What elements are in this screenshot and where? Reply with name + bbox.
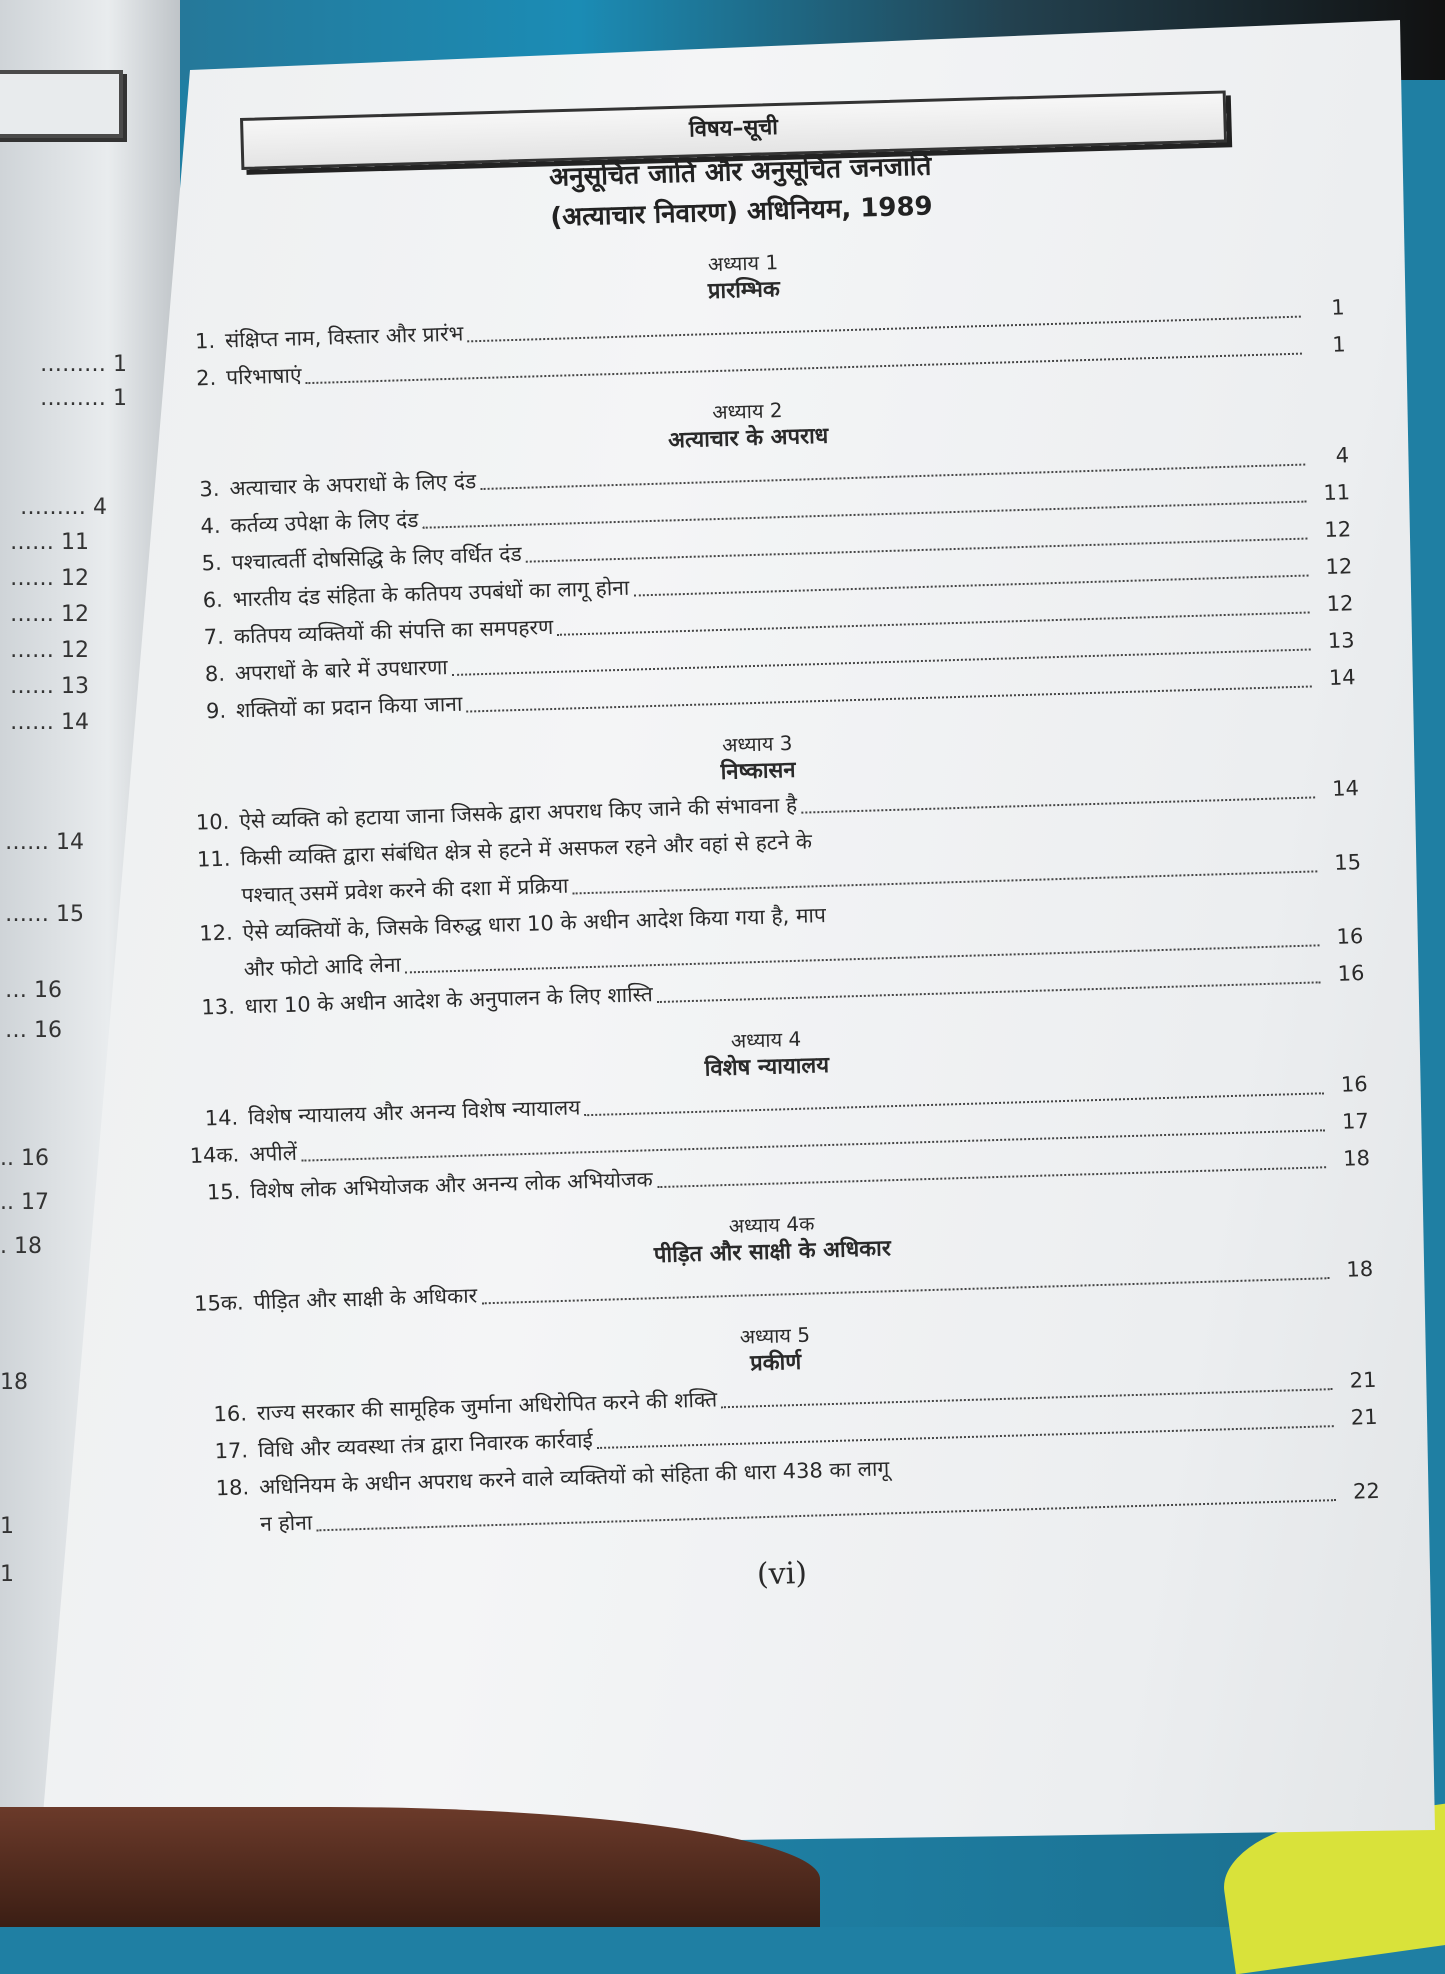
left-page-number: …… 11 bbox=[10, 530, 89, 555]
entry-page: 16 bbox=[1340, 1071, 1369, 1097]
entry-number: 13. bbox=[201, 994, 236, 1020]
entry-page: 12 bbox=[1326, 591, 1354, 616]
entry-number: 15. bbox=[206, 1179, 241, 1205]
entry-page: 1 bbox=[1331, 332, 1347, 357]
entry-page: 18 bbox=[1346, 1256, 1374, 1282]
entry-text: परिभाषाएं bbox=[225, 363, 302, 390]
entry-page: 12 bbox=[1324, 517, 1352, 543]
entry-text: विशेष न्यायालय और अनन्य विशेष न्यायालय bbox=[247, 1095, 581, 1130]
leader-dots bbox=[316, 1499, 1336, 1531]
entry-number: 10. bbox=[195, 809, 230, 835]
contents-title: विषय–सूची bbox=[688, 114, 779, 143]
table-of-contents bbox=[140, 134, 1382, 1609]
entry-text: शक्तियों का प्रदान किया जाना bbox=[235, 691, 463, 723]
entry-page: 13 bbox=[1327, 628, 1355, 653]
entry-text: और फोटो आदि लेना bbox=[243, 952, 402, 982]
entry-text: अपराधों के बारे में उपधारणा bbox=[234, 655, 449, 686]
left-page-number: 1 bbox=[0, 1562, 14, 1587]
entry-page: 15 bbox=[1333, 850, 1362, 875]
entry-number: 9. bbox=[205, 698, 227, 724]
entry-text: अधिनियम के अधीन अपराध करने वाले व्यक्तियों को संहिता की धारा 438 का लागू bbox=[258, 1456, 890, 1500]
entry-number: 1. bbox=[194, 328, 216, 354]
entry-text: कतिपय व्यक्तियों की संपत्ति का समपहरण bbox=[233, 614, 554, 649]
left-page-number: . 18 bbox=[0, 1234, 42, 1259]
entry-text: पश्चात्वर्ती दोषसिद्धि के लिए वर्धित दंड bbox=[231, 541, 522, 575]
chapter-label: अध्याय 4 bbox=[730, 1026, 802, 1053]
chapter-title: अत्याचार के अपराध bbox=[667, 423, 829, 454]
entry-page: 12 bbox=[1325, 554, 1353, 579]
entry-page: 14 bbox=[1328, 665, 1356, 690]
chapter-label: अध्याय 4क bbox=[728, 1211, 815, 1238]
entry-text: भारतीय दंड संहिता के कतिपय उपबंधों का लागू होना bbox=[232, 575, 630, 612]
entry-number: 5. bbox=[201, 550, 223, 576]
entry-text: विशेष लोक अभियोजक और अनन्य लोक अभियोजक bbox=[249, 1167, 654, 1204]
entry-text: पश्चात् उसमें प्रवेश करने की दशा में प्रक्रिया bbox=[241, 873, 569, 908]
entry-number: 7. bbox=[203, 624, 225, 650]
chapter-title: विशेष न्यायालय bbox=[704, 1052, 830, 1082]
left-page-number: …… 15 bbox=[5, 902, 84, 927]
entry-page: 21 bbox=[1350, 1404, 1378, 1430]
entry-page: 16 bbox=[1337, 961, 1365, 986]
chapter-title: प्रकीर्ण bbox=[749, 1349, 802, 1377]
entry-text: अपीलें bbox=[248, 1140, 298, 1167]
leader-dots bbox=[306, 353, 1302, 385]
entry-number: 6. bbox=[202, 587, 224, 613]
chapter-title: प्रारम्भिक bbox=[707, 277, 781, 305]
left-page-number: …… 14 bbox=[5, 830, 84, 855]
entry-number: 15क. bbox=[193, 1290, 244, 1316]
entry-page: 16 bbox=[1336, 924, 1364, 949]
chapter-label: अध्याय 3 bbox=[721, 730, 793, 757]
entry-text: न होना bbox=[259, 1510, 313, 1537]
entry-number: 11. bbox=[196, 846, 231, 872]
left-page-number: …… 12 bbox=[10, 638, 89, 663]
left-page-number: ……… 4 bbox=[20, 495, 107, 520]
entry-number: 17. bbox=[214, 1438, 249, 1464]
left-page-number: .. 16 bbox=[0, 1146, 49, 1171]
entry-text: कर्तव्य उपेक्षा के लिए दंड bbox=[230, 507, 419, 538]
left-page-number: … 16 bbox=[5, 1018, 62, 1043]
leader-dots bbox=[657, 981, 1321, 1003]
entry-number: 2. bbox=[195, 365, 217, 391]
entry-text: पीड़ित और साक्षी के अधिकार bbox=[253, 1283, 478, 1315]
page-number: (vi) bbox=[756, 1555, 808, 1593]
entry-text: संक्षिप्त नाम, विस्तार और प्रारंभ bbox=[224, 321, 464, 353]
left-page-number: …… 13 bbox=[10, 674, 89, 699]
left-page-number: 1 bbox=[0, 1514, 14, 1539]
chapter-label: अध्याय 5 bbox=[739, 1322, 811, 1349]
entry-page: 11 bbox=[1323, 480, 1351, 506]
chapter-title: निष्कासन bbox=[720, 757, 796, 786]
entry-text: धारा 10 के अधीन आदेश के अनुपालन के लिए शास्ति bbox=[244, 982, 654, 1019]
entry-number: 12. bbox=[198, 920, 234, 946]
entry-page: 22 bbox=[1352, 1478, 1381, 1504]
entry-number: 8. bbox=[204, 661, 226, 687]
left-page-number: ……… 1 bbox=[40, 352, 127, 377]
chapter-title: पीड़ित और साक्षी के अधिकार bbox=[653, 1236, 892, 1269]
entry-page: 17 bbox=[1341, 1108, 1370, 1134]
left-page-number: …… 12 bbox=[10, 566, 89, 591]
left-page-number: … 16 bbox=[5, 978, 62, 1003]
entry-page: 4 bbox=[1335, 443, 1350, 468]
left-page-number: …… 14 bbox=[10, 710, 89, 735]
entry-text: विधि और व्यवस्था तंत्र द्वारा निवारक कार्रवाई bbox=[257, 1428, 594, 1463]
entry-number: 18. bbox=[215, 1475, 250, 1501]
left-page-number: ……… 1 bbox=[40, 386, 127, 411]
entry-page: 1 bbox=[1330, 295, 1345, 320]
entry-number: 14. bbox=[204, 1105, 239, 1131]
leader-dots bbox=[467, 685, 1312, 712]
entry-page: 18 bbox=[1342, 1145, 1371, 1171]
left-page-number: .. 17 bbox=[0, 1190, 49, 1215]
left-page-number: …… 12 bbox=[10, 602, 89, 627]
entry-number: 14क. bbox=[189, 1142, 240, 1168]
entry-page: 14 bbox=[1331, 776, 1360, 801]
chapter-label: अध्याय 1 bbox=[707, 250, 779, 277]
left-page-header-band bbox=[0, 70, 123, 138]
entry-text: ऐसे व्यक्तियों के, जिसके विरुद्ध धारा 10 के अधीन आदेश किया गया है, माप bbox=[242, 902, 827, 945]
entry-text: ऐसे व्यक्ति को हटाया जाना जिसके द्वारा अपराध किए जाने की संभावना है bbox=[239, 792, 798, 834]
entry-text: किसी व्यक्ति द्वारा संबंधित क्षेत्र से हटने में असफल रहने और वहां से हटने के bbox=[240, 829, 813, 871]
act-title-line1: अनुसूचित जाति और अनुसूचित जनजाति bbox=[548, 151, 932, 193]
entry-page: 21 bbox=[1349, 1367, 1377, 1393]
leader-dots bbox=[481, 1277, 1329, 1304]
leader-dots bbox=[657, 1166, 1326, 1188]
act-title-line2: (अत्याचार निवारण) अधिनियम, 1989 bbox=[549, 191, 934, 233]
entry-text: राज्य सरकार की सामूहिक जुर्माना अधिरोपित करने की शक्ति bbox=[256, 1387, 718, 1426]
chapter-label: अध्याय 2 bbox=[711, 398, 783, 425]
entry-number: 16. bbox=[213, 1401, 248, 1427]
entry-number: 4. bbox=[200, 513, 221, 539]
entry-number: 3. bbox=[199, 476, 220, 502]
left-page-number: 18 bbox=[0, 1370, 28, 1395]
entry-text: अत्याचार के अपराधों के लिए दंड bbox=[229, 469, 477, 501]
